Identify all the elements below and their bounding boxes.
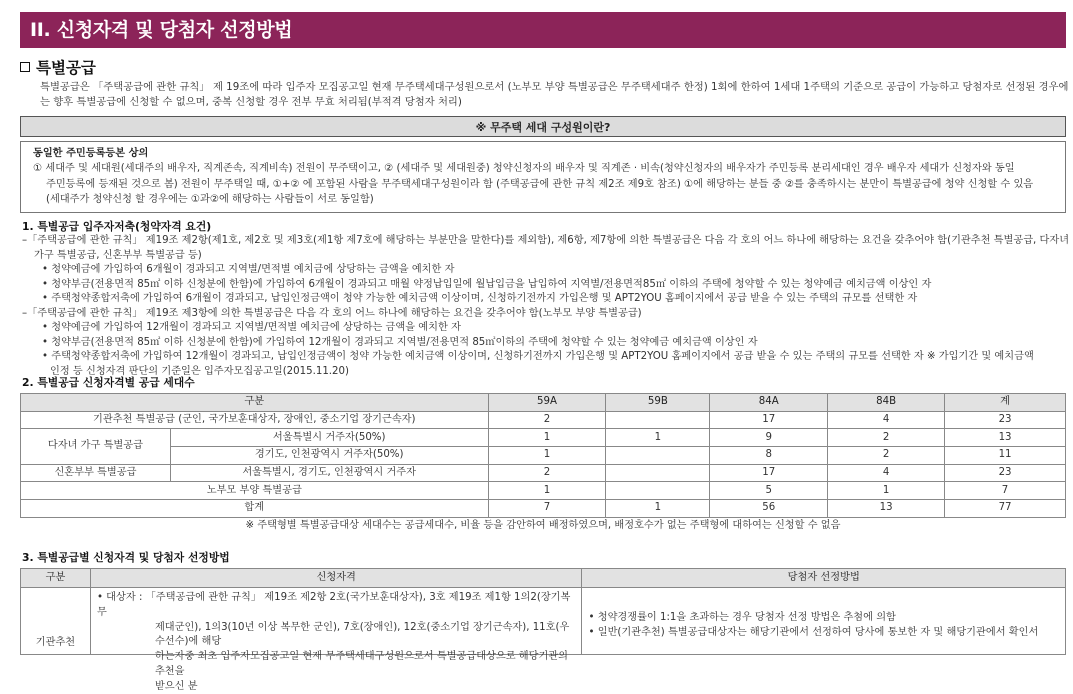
rule-bullet: • 청약예금에 가입하여 12개월이 경과되고 지역별/면적별 예치금에 상당하는 금액을 예치한 자 (42, 322, 461, 334)
table-header-cell: 84B (828, 394, 945, 412)
table-row (21, 447, 1066, 465)
table-total-row (21, 500, 1066, 518)
table-cell: 56 (710, 500, 828, 518)
table-cell: 8 (710, 447, 828, 465)
table-cell (606, 464, 710, 482)
table-cell: 1 (488, 447, 606, 465)
table-cell: 4 (828, 411, 945, 429)
section-3-heading: 3. 특별공급별 신청자격 및 당첨자 선정방법 (22, 551, 230, 564)
row-label: 신혼부부 특별공급 (21, 464, 171, 482)
rule-line: –「주택공급에 관한 규칙」 제19조 제2항(제1호, 제2호 및 제3호(제1항 제7호에 해당하는 부분만을 말한다)를 제외함), 제6항, 제7항에 의한 특별공급은 다음 각 호의 어느 하나에 해당하는 요건을 갖추어야 함(기관추천 특별공급, 다자녀 (22, 235, 1070, 247)
table-cell: 1 (828, 482, 945, 500)
table-cell: 7 (945, 482, 1066, 500)
rule-bullet: • 청약부금(전용면적 85㎡ 이하 신청분에 한함)에 가입하여 6개월이 경과되고 매월 약정납입일에 월납입금을 납입하여 지역별/전용면적85㎡ 이하의 주택에 청약할 수 있는 청약예금 예치금액 이상인 자 (42, 278, 932, 290)
rule-line: 가구 특별공급, 신혼부부 특별공급 등) (34, 249, 202, 261)
table-cell: 13 (945, 429, 1066, 447)
qualification-line: • 대상자 : 「주택공급에 관한 규칙」 제19조 제2항 2호(국가보훈대상자), 3호 제19조 제1항 1의2(장기복무 (96, 592, 571, 618)
table-header-cell: 구분 (21, 569, 91, 588)
table-cell: 4 (828, 464, 945, 482)
table-row (21, 429, 1066, 447)
row-label: 기관추천 특별공급 (군인, 국가보훈대상자, 장애인, 중소기업 장기근속자) (21, 411, 489, 429)
table-header-cell: 59B (606, 394, 710, 412)
table-cell: 17 (710, 464, 828, 482)
table-cell: 77 (945, 500, 1066, 518)
special-supply-title-text: 특별공급 (36, 59, 96, 77)
table-header-cell: 84A (710, 394, 828, 412)
selection-line: • 청약경쟁률이 1:1을 초과하는 경우 당첨자 선정 방법은 추첨에 의함 (588, 612, 896, 623)
square-bullet-icon (20, 62, 30, 72)
row-sublabel: 서울특별시, 경기도, 인천광역시 거주자 (170, 464, 488, 482)
table-header-row (21, 569, 1066, 588)
table-cell: 13 (828, 500, 945, 518)
table-row (21, 464, 1066, 482)
section-banner: II. 신청자격 및 당첨자 선정방법 (20, 12, 1066, 48)
selection-line: • 일반(기관추천) 특별공급대상자는 해당기관에서 선정하여 당사에 통보한 자 및 해당기관에서 확인서 (588, 626, 1039, 638)
selection-method-text (588, 591, 1059, 651)
special-supply-title (20, 58, 96, 80)
qualification-line: 받으신 분 (154, 680, 198, 692)
table-cell: 11 (945, 447, 1066, 465)
qualification-line: 하는자중 최초 입주자모집공고일 현재 무주택세대구성원으로서 특별공급대상으로 해당기관의 추천을 (154, 651, 569, 677)
qualification-line: 제대군인), 1의3(10년 이상 복무한 군인), 7호(장애인), 12호(중소기업 장기근속자), 11호(우수선수)에 해당 (154, 621, 570, 648)
table-cell: 1 (488, 429, 606, 447)
notice-line: (세대주가 청약신청 할 경우에는 ①과②에 해당하는 사람들이 서로 동일함) (46, 193, 374, 205)
table-header-cell: 59A (488, 394, 606, 412)
table-cell: 5 (710, 482, 828, 500)
table-cell (606, 482, 710, 500)
table-cell: 2 (488, 411, 606, 429)
rule-bullet-continued: 인정 등 신청자격 판단의 기준일은 입주자모집공고일(2015.11.20) (50, 365, 349, 377)
row-label: 다자녀 가구 특별공급 (21, 429, 171, 464)
table-cell: 2 (828, 429, 945, 447)
rule-bullet: • 주택청약종합저축에 가입하여 6개월이 경과되고, 납입인정금액이 청약 가능한 예치금액 이상이며, 신청하기전까지 가입은행 및 APT2YOU 홈페이지에서 공급 받을 수 있는 주택의 규모를 선택한 자 (42, 293, 918, 305)
table-cell: 1 (488, 482, 606, 500)
qualification-cell (90, 588, 582, 692)
table-note: ※ 주택형별 특별공급대상 세대수는 공급세대수, 비율 등을 감안하여 배정하였으며, 배정호수가 없는 주택형에 대하여는 신청할 수 없음 (21, 517, 1066, 535)
section-1-heading: 1. 특별공급 입주자저축(청약자격 요건) (22, 220, 212, 233)
row-sublabel: 서울특별시 거주자(50%) (170, 429, 488, 447)
table-cell: 1 (606, 500, 710, 518)
supply-count-table (20, 393, 1066, 535)
table-header-cell: 구분 (21, 394, 489, 412)
rule-bullet: • 청약부금(전용면적 85㎡ 이하 신청분에 한함)에 가입하여 12개월이 경과되고 지역별/전용면적 85㎡이하의 주택에 청약할 수 있는 청약예금 예치금액 이상인 자 (42, 336, 758, 348)
row-label: 합계 (21, 500, 489, 518)
table-cell: 23 (945, 464, 1066, 482)
table-cell: 2 (488, 464, 606, 482)
notice-heading: 동일한 주민등록등본 상의 (33, 148, 149, 159)
table-cell: 1 (606, 429, 710, 447)
notice-line: ① 세대주 및 세대원(세대주의 배우자, 직계존속, 직계비속) 전원이 무주택이고, ② (세대주 및 세대원중) 청약신청자의 배우자 및 직계존 · 비속(청약신청자의 배우자가 주민등록 분리세대인 경우 배우자 세대가 신청자와 동일 (33, 163, 1015, 175)
row-sublabel: 경기도, 인천광역시 거주자(50%) (170, 447, 488, 465)
notice-line: 주민등록에 등재된 것으로 봄) 전원이 무주택일 때, ①+② 에 포함된 사람을 무주택세대구성원이라 함 (주택공급에 관한 규칙 제2조 제9호 참조) ①에 해당하는 분들 중 ②를 충족하시는 분만이 특별공급에 청약 신청할 수 있음 (46, 178, 1034, 190)
notice-box (20, 141, 1066, 213)
table-header-cell: 계 (945, 394, 1066, 412)
rule-line: –「주택공급에 관한 규칙」 제19조 제3항에 의한 특별공급은 다음 각 호의 어느 하나에 해당하는 요건을 갖추어야 함(노부모 부양 특별공급) (22, 307, 642, 319)
table-cell (606, 411, 710, 429)
table-row (21, 411, 1066, 429)
notice-bar: ※ 무주택 세대 구성원이란? (20, 116, 1066, 137)
rule-bullet: • 청약예금에 가입하여 6개월이 경과되고 지역별/면적별 예치금에 상당하는 금액을 예치한 자 (42, 264, 455, 276)
row-label-text: 기관추천 (35, 637, 76, 649)
table-row (21, 588, 1066, 655)
rule-bullet: • 주택청약종합저축에 가입하여 12개월이 경과되고, 납입인정금액이 청약 가능한 예치금액 이상이며, 신청하기전까지 가입은행 및 APT2YOU 홈페이지에서 공급 받을 수 있는 주택의 규모를 선택한 자 ※ 가입기간 및 예치금액 (42, 351, 1034, 363)
table-header-cell: 신청자격 (90, 569, 582, 588)
special-supply-intro: 특별공급은 「주택공급에 관한 규칙」 제 19조에 따라 입주자 모집공고일 현재 무주택세대구성원으로서 (노부모 부양 특별공급은 무주택세대주 한정) 1회에 한하여 1세대 1주택의 기준으로 공급이 가능하고 당첨자로 선정된 경우에는 향후 특별공급에 신청할 수 없으며, 중복 신청할 경우 전부 무효 처리됨(부적격 당첨자 처리) (40, 81, 1069, 108)
selection-method-cell (582, 588, 1066, 655)
table-cell: 7 (488, 500, 606, 518)
table-cell: 23 (945, 411, 1066, 429)
section-2-heading: 2. 특별공급 신청자격별 공급 세대수 (22, 376, 195, 389)
section-1 (22, 219, 1070, 379)
row-label (21, 588, 91, 655)
table-note-row (21, 517, 1066, 535)
qualification-text (96, 591, 576, 692)
table-cell (606, 447, 710, 465)
table-cell: 9 (710, 429, 828, 447)
table-row (21, 482, 1066, 500)
table-cell: 17 (710, 411, 828, 429)
qualification-table (20, 568, 1066, 692)
table-cell: 2 (828, 447, 945, 465)
table-header-cell: 당첨자 선정방법 (582, 569, 1066, 588)
table-header-row (21, 394, 1066, 412)
row-label: 노부모 부양 특별공급 (21, 482, 489, 500)
